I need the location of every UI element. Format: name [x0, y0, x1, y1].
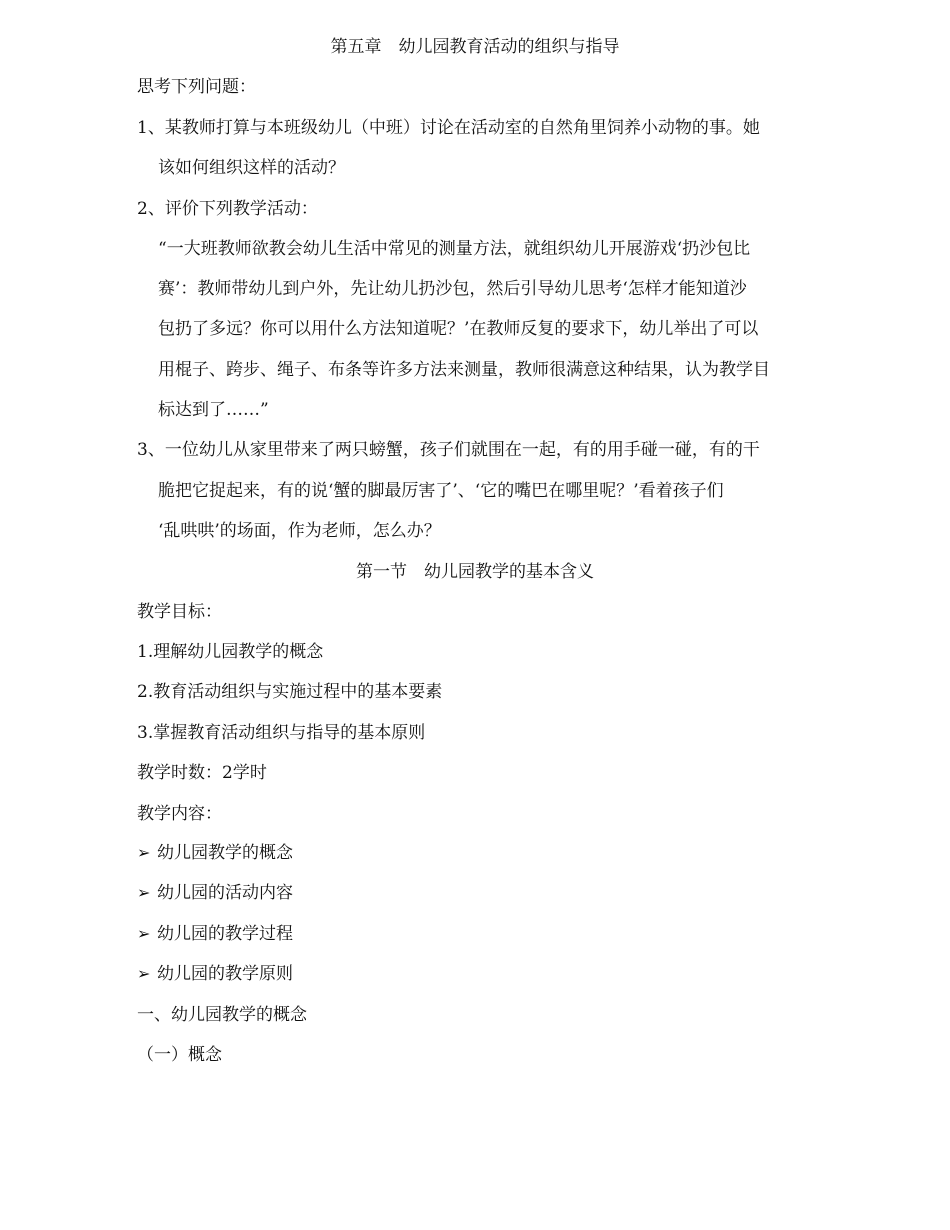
question-1-line-1: 1、某教师打算与本班级幼儿（中班）讨论在活动室的自然角里饲养小动物的事。她: [137, 118, 760, 138]
objective-item: 2.教育活动组织与实施过程中的基本要素: [137, 682, 443, 702]
sub-subsection-heading: （一）概念: [137, 1045, 222, 1065]
questions-heading: 思考下列问题：: [137, 77, 256, 97]
content-item-label: 幼儿园的活动内容: [157, 883, 293, 903]
question-2-quote-line: 标达到了……”: [158, 400, 269, 420]
objectives-heading: 教学目标：: [137, 602, 222, 622]
question-2-line-1: 2、评价下列教学活动：: [137, 199, 318, 219]
content-list-item: [137, 923, 293, 945]
teaching-hours: 教学时数：2学时: [137, 763, 267, 783]
arrowhead-bullet-icon: ➢: [137, 924, 151, 943]
content-list-item: [137, 963, 293, 985]
question-2-quote-line: 包扔了多远？你可以用什么方法知道呢？’在教师反复的要求下，幼儿举出了可以: [158, 319, 759, 339]
question-3-line: 脆把它捉起来，有的说‘蟹的脚最厉害了’、‘它的嘴巴在哪里呢？’看着孩子们: [158, 481, 724, 501]
question-2-quote-line: “一大班教师欲教会幼儿生活中常见的测量方法，就组织幼儿开展游戏‘扔沙包比: [158, 239, 751, 259]
content-item-label: 幼儿园的教学原则: [157, 964, 293, 984]
question-1-line-2: 该如何组织这样的活动？: [158, 158, 345, 178]
question-2-quote-line: 赛’：教师带幼儿到户外，先让幼儿扔沙包，然后引导幼儿思考‘怎样才能知道沙: [158, 279, 747, 299]
arrowhead-bullet-icon: ➢: [137, 964, 151, 983]
section-title: 第一节 幼儿园教学的基本含义: [356, 562, 594, 582]
content-heading: 教学内容：: [137, 804, 222, 824]
content-item-label: 幼儿园教学的概念: [157, 843, 293, 863]
content-list-item: [137, 882, 293, 904]
content-item-label: 幼儿园的教学过程: [157, 924, 293, 944]
arrowhead-bullet-icon: ➢: [137, 883, 151, 902]
chapter-title: 第五章 幼儿园教育活动的组织与指导: [330, 37, 620, 57]
arrowhead-bullet-icon: ➢: [137, 843, 151, 862]
question-2-quote-line: 用棍子、跨步、绳子、布条等许多方法来测量，教师很满意这种结果，认为教学目: [158, 360, 770, 380]
objective-item: 1.理解幼儿园教学的概念: [137, 642, 324, 662]
objective-item: 3.掌握教育活动组织与指导的基本原则: [137, 723, 426, 743]
subsection-heading: 一、幼儿园教学的概念: [137, 1005, 307, 1025]
question-3-line: 3、一位幼儿从家里带来了两只螃蟹，孩子们就围在一起，有的用手碰一碰，有的干: [137, 440, 760, 460]
question-3-line: ‘乱哄哄’的场面，作为老师，怎么办？: [158, 521, 441, 541]
content-list-item: [137, 842, 293, 864]
